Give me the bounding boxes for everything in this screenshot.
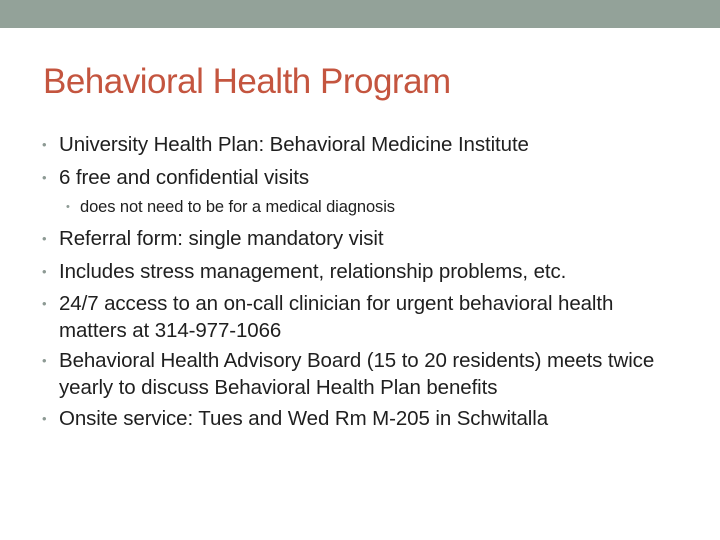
bullet-dot-icon: • xyxy=(42,296,47,311)
bullet-text: Behavioral Health Advisory Board (15 to 20 residents) meets twice yearly to discuss Behavioral Health Plan benefits xyxy=(59,349,655,399)
bullet-text: 24/7 access to an on-call clinician for urgent behavioral health matters at 314-977-1066 xyxy=(59,292,614,342)
bullet-item xyxy=(40,257,680,287)
bullet-item xyxy=(40,163,680,193)
bullet-text: University Health Plan: Behavioral Medicine Institute xyxy=(59,133,529,156)
bullet-dot-icon: • xyxy=(42,137,47,152)
bullet-text: Onsite service: Tues and Wed Rm M-205 in Schwitalla xyxy=(59,407,549,430)
bullet-dot-icon: • xyxy=(66,201,70,213)
sub-bullet-item xyxy=(40,195,680,220)
bullet-dot-icon: • xyxy=(42,264,47,279)
bullet-item xyxy=(40,404,680,434)
bullet-dot-icon: • xyxy=(42,353,47,368)
bullet-text: does not need to be for a medical diagnosis xyxy=(80,198,395,216)
bullet-item xyxy=(40,290,680,344)
bullet-dot-icon: • xyxy=(42,170,47,185)
bullet-dot-icon: • xyxy=(42,411,47,426)
bullet-text: Includes stress management, relationship problems, etc. xyxy=(59,260,567,283)
slide-title: Behavioral Health Program xyxy=(43,62,451,101)
top-accent-band xyxy=(0,0,720,28)
bullet-list xyxy=(40,130,680,437)
bullet-text: 6 free and confidential visits xyxy=(59,166,309,189)
bullet-item xyxy=(40,224,680,254)
bullet-text: Referral form: single mandatory visit xyxy=(59,227,384,250)
bullet-item xyxy=(40,130,680,160)
bullet-item xyxy=(40,347,680,401)
bullet-dot-icon: • xyxy=(42,231,47,246)
